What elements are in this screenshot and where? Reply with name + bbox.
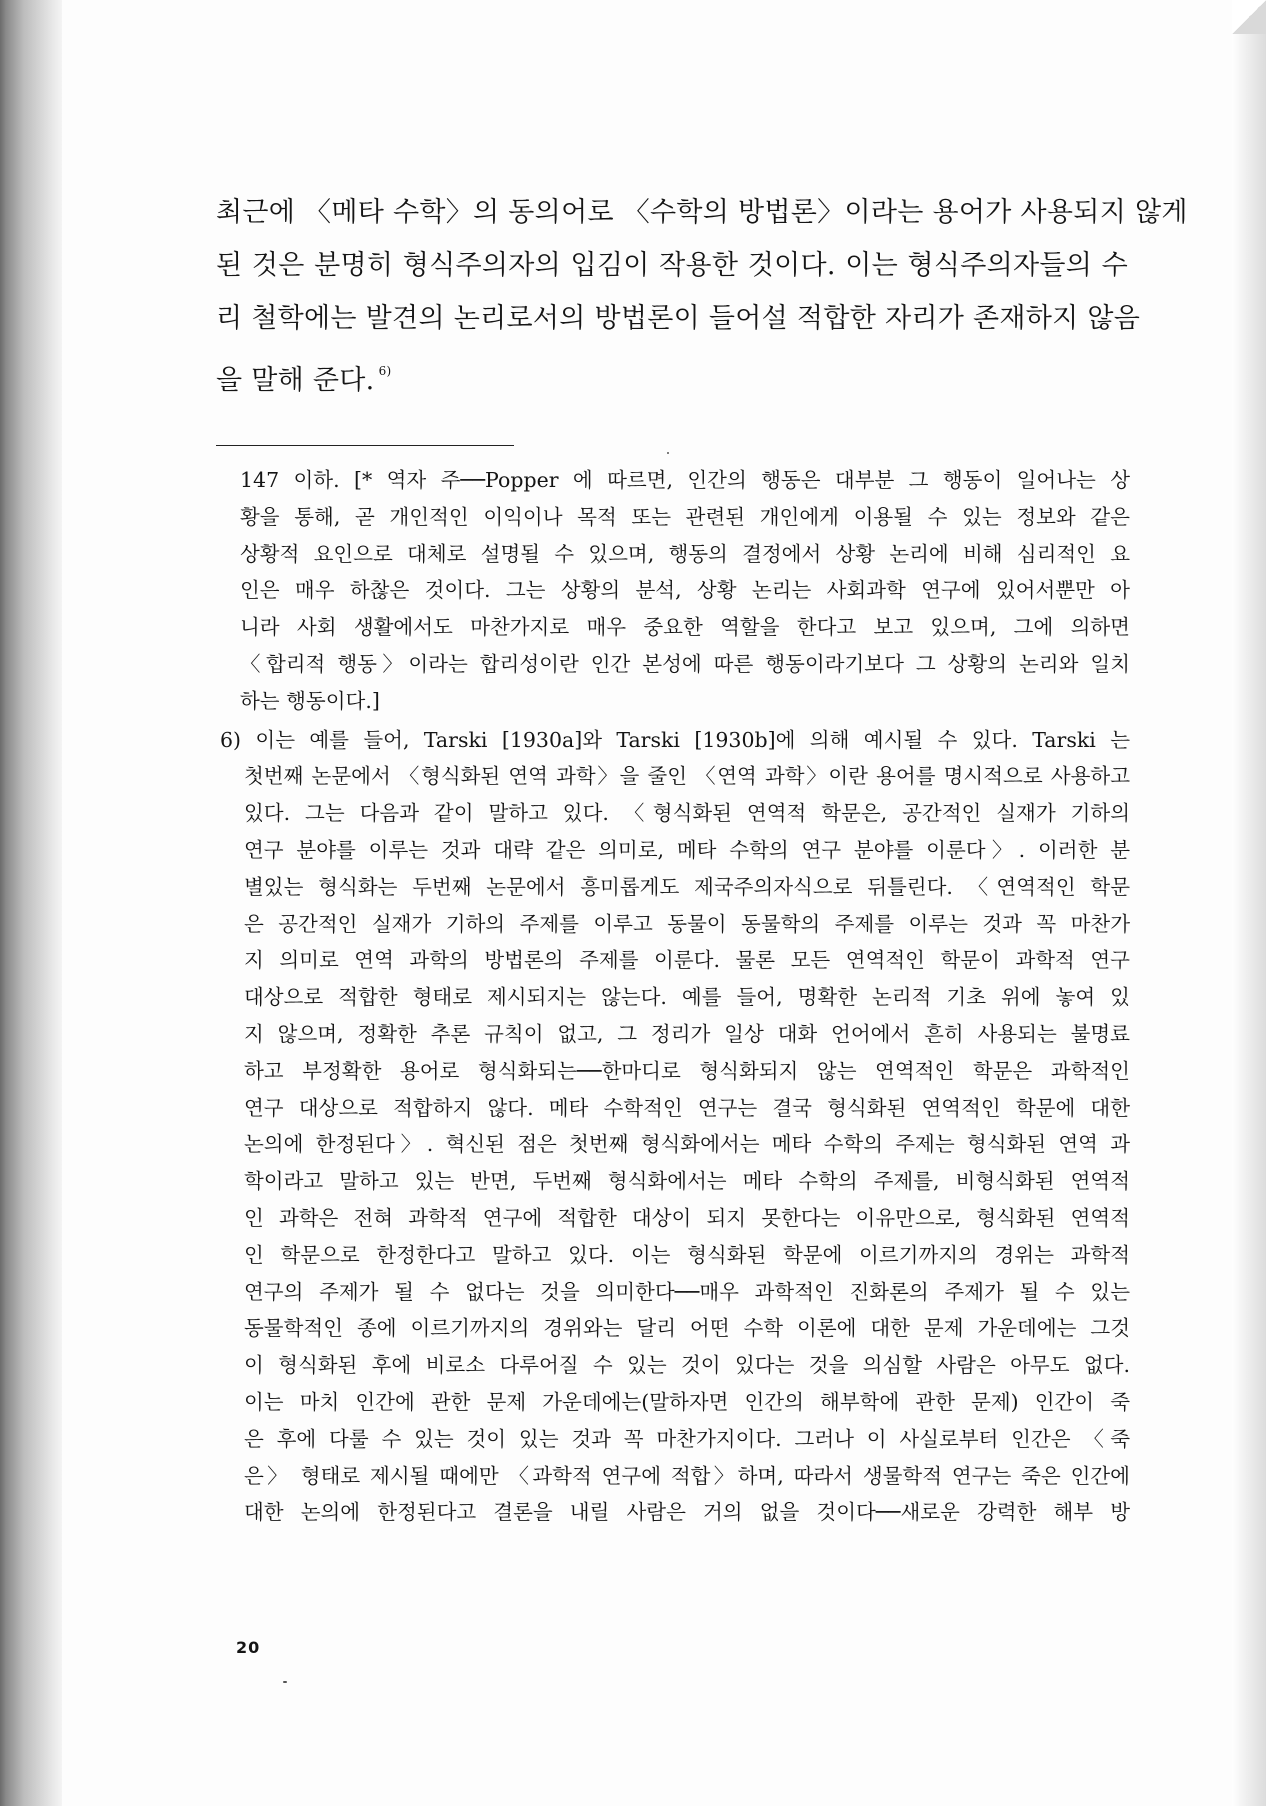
footnote-line: 연구의 주제가 될 수 없다는 것을 의미한다──매우 과학적인 진화론의 주제가 될 수 있는 bbox=[244, 1279, 1130, 1304]
footnote-line: 별있는 형식화는 두번째 논문에서 흥미롭게도 제국주의자식으로 뒤틀린다. 〈연역적인 학문 bbox=[244, 874, 1130, 899]
footnote-6 bbox=[220, 722, 1130, 1532]
footnote-line: 동물학적인 종에 이르기까지의 경위와는 달리 어떤 수학 이론에 대한 문제 가운데에는 그것 bbox=[244, 1316, 1130, 1341]
body-line: 리 철학에는 발견의 논리로서의 방법론이 들어설 적합한 자리가 존재하지 않음 bbox=[216, 303, 1141, 334]
footnote-line: 논의에 한정된다〉. 혁신된 점은 첫번째 형식화에서는 메타 수학의 주제는 형식화된 연역 과 bbox=[244, 1132, 1130, 1157]
body-line: 된 것은 분명히 형식주의자의 입김이 작용한 것이다. 이는 형식주의자들의 수 bbox=[216, 250, 1128, 281]
footnote-line: 은〉 형태로 제시될 때에만 〈과학적 연구에 적합〉하며, 따라서 생물학적 연구는 죽은 인간에 bbox=[244, 1463, 1130, 1488]
footnote-line: 연구 대상으로 적합하지 않다. 메타 수학적인 연구는 결국 형식화된 연역적인 학문에 대한 bbox=[244, 1095, 1130, 1120]
footnote-line: 147 이하. [* 역자 주──Popper 에 따르면, 인간의 행동은 대부분 그 행동이 일어나는 상 bbox=[240, 468, 1130, 492]
footnote-line: 대상으로 적합한 형태로 제시되지는 않는다. 예를 들어, 명확한 논리적 기초 위에 놓여 있 bbox=[244, 985, 1130, 1010]
footnote-line: 6) 이는 예를 들어, Tarski [1930a]와 Tarski [1930b]에 의해 예시될 수 있다. Tarski 는 bbox=[220, 727, 1130, 752]
footnote-line: 인 학문으로 한정한다고 말하고 있다. 이는 형식화된 학문에 이르기까지의 경위는 과학적 bbox=[244, 1242, 1130, 1267]
footnote-line: 학이라고 말하고 있는 반면, 두번째 형식화에서는 메타 수학의 주제를, 비형식화된 연역적 bbox=[244, 1169, 1130, 1194]
footnote-line: 이는 마치 인간에 관한 문제 가운데에는(말하자면 인간의 해부학에 관한 문제) 인간이 죽 bbox=[244, 1389, 1130, 1414]
footnote-line: 은 공간적인 실재가 기하의 주제를 이루고 동물이 동물학의 주제를 이루는 것과 꼭 마찬가 bbox=[244, 911, 1130, 936]
footnote-line: 지 의미로 연역 과학의 방법론의 주제를 이룬다. 물론 모든 연역적인 학문이 과학적 연구 bbox=[244, 948, 1130, 973]
footnote-line: 니라 사회 생활에서도 마찬가지로 매우 중요한 역할을 한다고 보고 있으며, 그에 의하면 bbox=[240, 615, 1130, 640]
footnote-line: 있다. 그는 다음과 같이 말하고 있다. 〈형식화된 연역적 학문은, 공간적인 실재가 기하의 bbox=[244, 801, 1130, 826]
folded-corner bbox=[1232, 0, 1266, 34]
footnote-line: 황을 통해, 곧 개인적인 이익이나 목적 또는 관련된 개인에게 이용될 수 있는 정보와 같은 bbox=[240, 504, 1130, 529]
footnotes bbox=[220, 462, 1130, 1533]
footnote-line: 상황적 요인으로 대체로 설명될 수 있으며, 행동의 결정에서 상황 논리에 비해 심리적인 요 bbox=[240, 541, 1130, 566]
footnote-line: 첫번째 논문에서 〈형식화된 연역 과학〉을 줄인 〈연역 과학〉이란 용어를 명시적으로 사용하고 bbox=[244, 764, 1130, 789]
scan-speck bbox=[283, 1681, 287, 1683]
footnote-line: 〈합리적 행동〉이라는 합리성이란 인간 본성에 따른 행동이라기보다 그 상황의 논리와 일치 bbox=[240, 651, 1130, 676]
footnote-line: 대한 논의에 한정된다고 결론을 내릴 사람은 거의 없을 것이다──새로운 강력한 해부 방 bbox=[244, 1500, 1130, 1525]
body-line: 최근에 〈메타 수학〉의 동의어로 〈수학의 방법론〉이라는 용어가 사용되지 않게 bbox=[216, 197, 1188, 228]
body-paragraph bbox=[216, 186, 1188, 407]
footnote-line: 이 형식화된 후에 비로소 다루어질 수 있는 것이 있다는 것을 의심할 사람은 아무도 없다. bbox=[244, 1353, 1130, 1378]
footnote-line: 하고 부정확한 용어로 형식화되는──한마디로 형식화되지 않는 연역적인 학문은 과학적인 bbox=[244, 1058, 1130, 1083]
scan-right-edge bbox=[1232, 0, 1266, 1806]
footnote-line: 지 않으며, 정확한 추론 규칙이 없고, 그 정리가 일상 대화 언어에서 흔히 사용되는 불명료 bbox=[244, 1021, 1130, 1046]
body-line-last bbox=[216, 345, 1128, 407]
footnote-line: 인 과학은 전혀 과학적 연구에 적합한 대상이 되지 못한다는 이유만으로, 형식화된 연역적 bbox=[244, 1205, 1130, 1230]
page-number: 20 bbox=[236, 1638, 261, 1657]
scan-left-shadow bbox=[0, 0, 62, 1806]
footnote-continued bbox=[240, 462, 1130, 720]
footnote-line: 하는 행동이다.] bbox=[240, 688, 380, 713]
footnote-reference: 6) bbox=[378, 364, 392, 378]
footnote-separator bbox=[216, 445, 514, 446]
footnote-line: 은 후에 다룰 수 있는 것이 있는 것과 꼭 마찬가지이다. 그러나 이 사실로부터 인간은 〈죽 bbox=[244, 1426, 1130, 1451]
footnote-line: 인은 매우 하찮은 것이다. 그는 상황의 분석, 상황 논리는 사회과학 연구에 있어서뿐만 아 bbox=[240, 578, 1130, 603]
body-line: 을 말해 준다. bbox=[216, 365, 375, 396]
footnote-line: 연구 분야를 이루는 것과 대략 같은 의미로, 메타 수학의 연구 분야를 이룬다〉. 이러한 분 bbox=[244, 837, 1130, 862]
scan-speck bbox=[667, 452, 669, 454]
